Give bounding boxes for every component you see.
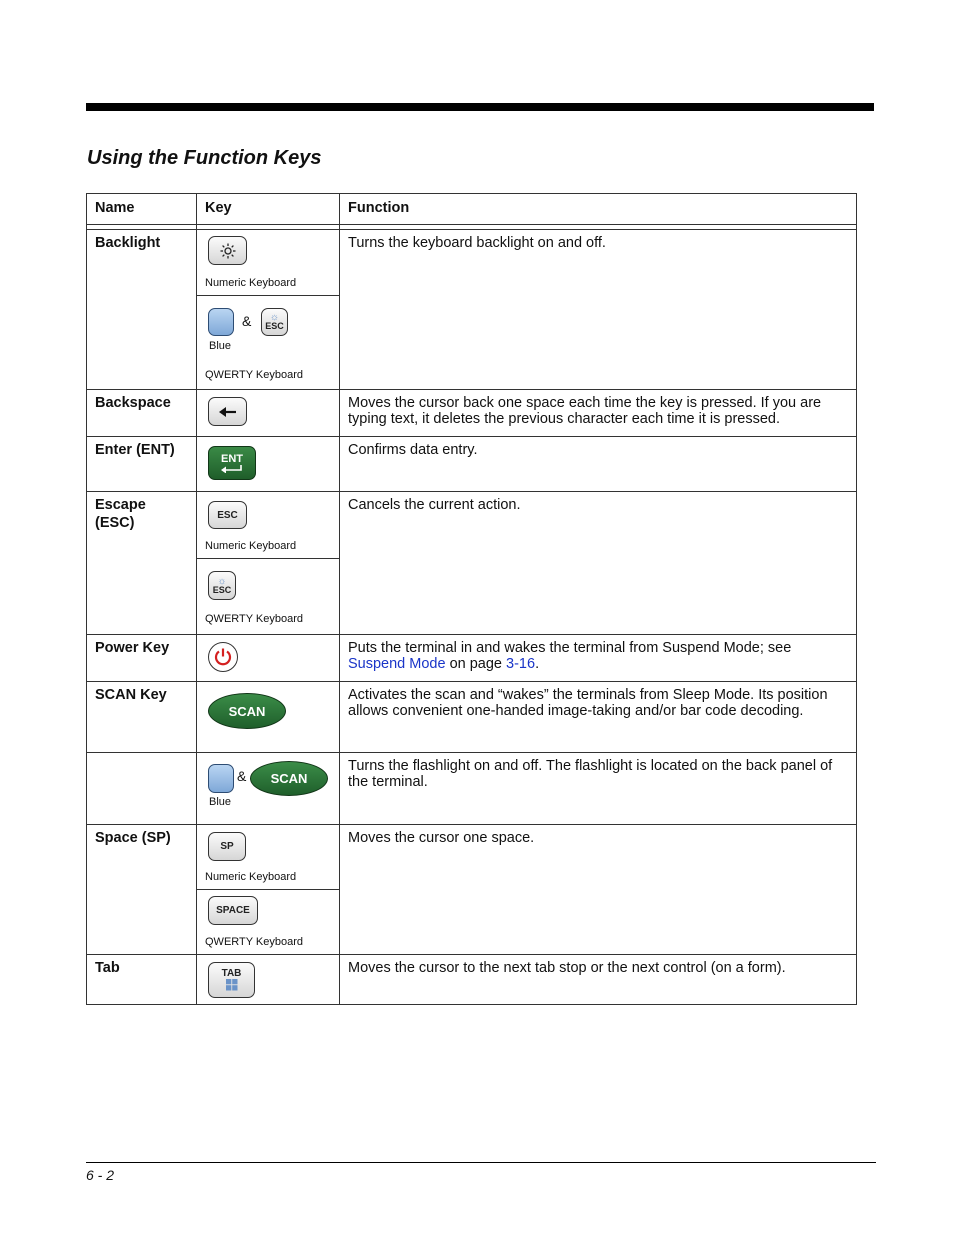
table-row-backspace xyxy=(87,390,857,437)
row-key-cell xyxy=(197,825,340,955)
numeric-keyboard-key xyxy=(197,230,339,295)
esc-label: ESC xyxy=(212,584,232,595)
keyboard-caption: QWERTY Keyboard xyxy=(205,613,304,625)
blue-caption: Blue xyxy=(209,796,232,808)
keyboard-caption: QWERTY Keyboard xyxy=(205,936,304,948)
suspend-mode-link[interactable]: Suspend Mode xyxy=(348,655,446,672)
header-name: Name xyxy=(87,194,197,225)
page-title: Using the Function Keys xyxy=(87,147,322,169)
esc-label: ESC xyxy=(265,321,284,331)
blue-caption: Blue xyxy=(209,340,232,352)
space-label: SPACE xyxy=(216,905,250,916)
row-name: Space (SP) xyxy=(87,825,197,955)
qwerty-keyboard-key xyxy=(197,558,339,634)
qwerty-keyboard-key xyxy=(197,889,339,954)
header-function: Function xyxy=(340,194,857,225)
numeric-keyboard-key xyxy=(197,825,339,889)
esc-label: ESC xyxy=(217,509,238,521)
row-name: Enter (ENT) xyxy=(87,437,197,492)
keyboard-caption: Numeric Keyboard xyxy=(205,277,297,289)
footer-rule xyxy=(86,1162,876,1163)
row-key-cell xyxy=(197,682,340,753)
esc-key xyxy=(208,501,247,529)
function-keys-table xyxy=(86,193,857,1005)
ampersand: & xyxy=(237,768,247,784)
power-key xyxy=(208,642,238,672)
function-text: Puts the terminal in and wakes the terminal from Suspend Mode; see xyxy=(348,640,792,656)
scan-label: SCAN xyxy=(270,771,308,786)
row-function: Activates the scan and “wakes” the terminals from Sleep Mode. Its position allows convenient one-handed image-taking and/or bar code decoding. xyxy=(340,682,857,753)
row-function: Moves the cursor to the next tab stop or the next control (on a form). xyxy=(340,955,857,1005)
sp-key xyxy=(208,832,246,861)
esc-backlight-key xyxy=(261,308,288,336)
row-key-cell xyxy=(197,492,340,635)
row-key-cell xyxy=(197,635,340,682)
tab-key xyxy=(208,962,255,998)
row-function: Turns the flashlight on and off. The flashlight is located on the back panel of the terminal. xyxy=(340,753,857,825)
sun-icon: ☼ xyxy=(217,575,227,587)
keyboard-caption: QWERTY Keyboard xyxy=(205,369,304,381)
ampersand: & xyxy=(242,313,252,329)
row-key-cell xyxy=(197,955,340,1005)
row-function xyxy=(340,635,857,682)
table-row-tab xyxy=(87,955,857,1005)
row-name: Tab xyxy=(87,955,197,1005)
table-row-scan xyxy=(87,682,857,753)
windows-logo-icon xyxy=(226,979,238,991)
keyboard-caption: Numeric Keyboard xyxy=(205,540,297,552)
row-function: Cancels the current action. xyxy=(340,492,857,635)
row-key-cell xyxy=(197,390,340,437)
sun-icon: ☼ xyxy=(269,312,280,323)
table-row-space xyxy=(87,825,857,955)
row-name: SCAN Key xyxy=(87,682,197,753)
row-name: Escape (ESC) xyxy=(87,492,197,635)
row-key-cell xyxy=(197,437,340,492)
row-key-cell xyxy=(197,753,340,825)
left-arrow-icon xyxy=(219,407,237,417)
table-row-backlight xyxy=(87,230,857,390)
row-key-cell xyxy=(197,230,340,390)
ent-label: ENT xyxy=(221,452,243,465)
row-name xyxy=(87,753,197,825)
backspace-key xyxy=(208,397,247,426)
qwerty-keyboard-keys xyxy=(197,295,339,389)
row-name: Backspace xyxy=(87,390,197,437)
header-key: Key xyxy=(197,194,340,225)
backlight-key xyxy=(208,236,247,265)
row-function: Moves the cursor one space. xyxy=(340,825,857,955)
enter-key xyxy=(208,446,256,480)
table-header-row xyxy=(87,194,857,225)
scan-key xyxy=(208,693,286,729)
sp-label: SP xyxy=(220,841,234,852)
scan-key xyxy=(250,761,328,796)
sun-icon xyxy=(220,243,236,259)
table-row-flashlight xyxy=(87,753,857,825)
numeric-keyboard-key xyxy=(197,492,339,558)
power-icon xyxy=(213,647,233,667)
esc-qwerty-key xyxy=(208,571,236,600)
page-number: 6 - 2 xyxy=(86,1167,115,1183)
row-name: Backlight xyxy=(87,230,197,390)
row-function: Turns the keyboard backlight on and off. xyxy=(340,230,857,390)
keyboard-caption: Numeric Keyboard xyxy=(205,871,297,883)
blue-key xyxy=(208,308,234,336)
table-row-power xyxy=(87,635,857,682)
function-text: on page xyxy=(445,655,507,672)
tab-label: TAB xyxy=(221,968,242,979)
row-function: Confirms data entry. xyxy=(340,437,857,492)
function-text: . xyxy=(535,655,540,672)
table-row-escape xyxy=(87,492,857,635)
return-arrow-icon xyxy=(221,465,243,473)
blue-key xyxy=(208,764,234,793)
scan-label: SCAN xyxy=(228,703,266,719)
space-key xyxy=(208,896,258,925)
row-function: Moves the cursor back one space each time the key is pressed. If you are typing text, it deletes the previous character each time it is pressed. xyxy=(340,390,857,437)
row-name: Power Key xyxy=(87,635,197,682)
page-link[interactable]: 3-16 xyxy=(506,655,536,672)
table-row-enter xyxy=(87,437,857,492)
top-rule xyxy=(86,103,874,111)
